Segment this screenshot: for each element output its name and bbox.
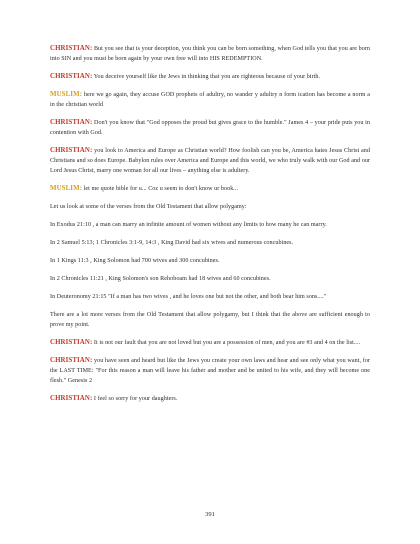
speaker-label: CHRISTIAN: bbox=[50, 45, 93, 52]
paragraph-text: you have seen and heard but like the Jews you create your own laws and hear and see only what you want, for the LAST TIME: "For this reason a man will leave his father and mother and be united to his wife, and they will become one flesh." Genesis 2 bbox=[50, 358, 370, 384]
paragraph bbox=[50, 394, 370, 404]
paragraph bbox=[50, 118, 370, 138]
paragraph-text: Let us look at some of the verses from the Old Testament that allow polygamy: bbox=[50, 204, 247, 210]
speaker-label: CHRISTIAN: bbox=[50, 395, 93, 402]
paragraph bbox=[50, 184, 370, 194]
paragraph-text: I feel so sorry for your daughters. bbox=[92, 396, 178, 402]
speaker-label: CHRISTIAN: bbox=[50, 147, 93, 154]
speaker-label: MUSLIM: bbox=[50, 185, 83, 192]
speaker-label: CHRISTIAN: bbox=[50, 73, 93, 80]
paragraph-text: In 2 Chronicles 11:21 , King Solomon's son Rehoboam had 18 wives and 60 concubines. bbox=[50, 276, 271, 282]
speaker-label: CHRISTIAN: bbox=[50, 119, 93, 126]
paragraph bbox=[50, 310, 370, 330]
paragraph bbox=[50, 72, 370, 82]
paragraph-text: here we go again, they accuse GOD prophets of adultry, no wander y adultry n form ication has become a norm a in the christian world bbox=[50, 92, 370, 108]
paragraph-text: In Deuteronomy 21:15 "If a man has two wives , and he loves one but not the other, and both bear him sons...." bbox=[50, 294, 327, 300]
paragraph bbox=[50, 256, 370, 266]
paragraph-text: you look to America and Europe as Christian world? How foolish can you be, America hates Jesus Christ and Christians and so does Europe. Babylon rules over America and Europe and this world, we who truly walk with our God and our Lord Jesus Christ, marry one woman for all our lives – anything else is adultery. bbox=[50, 148, 370, 174]
paragraph bbox=[50, 292, 370, 302]
page-number: 391 bbox=[205, 511, 215, 518]
paragraph-text: In 1 Kings 11:3 , King Solomon had 700 wives and 300 concubines. bbox=[50, 258, 220, 264]
paragraph-text: let me quote bible for u... Coz u seem to don't know ur book... bbox=[82, 186, 239, 192]
paragraph-text: You deceive yourself like the Jews in thinking that you are righteous because of your birth. bbox=[92, 74, 321, 80]
paragraph bbox=[50, 146, 370, 176]
paragraph-text: Don't you know that "God opposes the proud but gives grace to the humble." James 4 – your pride puts you in contention with God. bbox=[50, 120, 370, 136]
paragraph bbox=[50, 356, 370, 386]
paragraph bbox=[50, 220, 370, 230]
paragraph bbox=[50, 90, 370, 110]
paragraph bbox=[50, 238, 370, 248]
paragraph bbox=[50, 338, 370, 348]
speaker-label: MUSLIM: bbox=[50, 91, 83, 98]
paragraph-text: In 2 Samuel 5:13; 1 Chronicles 3:1-9, 14:3 , King David had six wives and numerous concubines. bbox=[50, 240, 294, 246]
paragraph-text: In Exodus 21:10 , a man can marry an infinite amount of women without any limits to how many he can marry. bbox=[50, 222, 327, 228]
paragraph-text: But you see that is your deception, you think you can be born something, when God tells you that you are born into SIN and you must be born again by your own free will into HIS REDEMPTION. bbox=[50, 46, 370, 62]
paragraph bbox=[50, 44, 370, 64]
paragraph bbox=[50, 202, 370, 212]
speaker-label: CHRISTIAN: bbox=[50, 339, 93, 346]
paragraph-text: It is not our fault that you are not loved but you are a possession of men, and you are #3 and 4 on the list.... bbox=[92, 340, 361, 346]
speaker-label: CHRISTIAN: bbox=[50, 357, 93, 364]
paragraph bbox=[50, 274, 370, 284]
paragraph-text: There are a lot more verses from the Old Testament that allow polygamy, but I think that the above are sufficient enough to prove my point. bbox=[50, 312, 370, 328]
